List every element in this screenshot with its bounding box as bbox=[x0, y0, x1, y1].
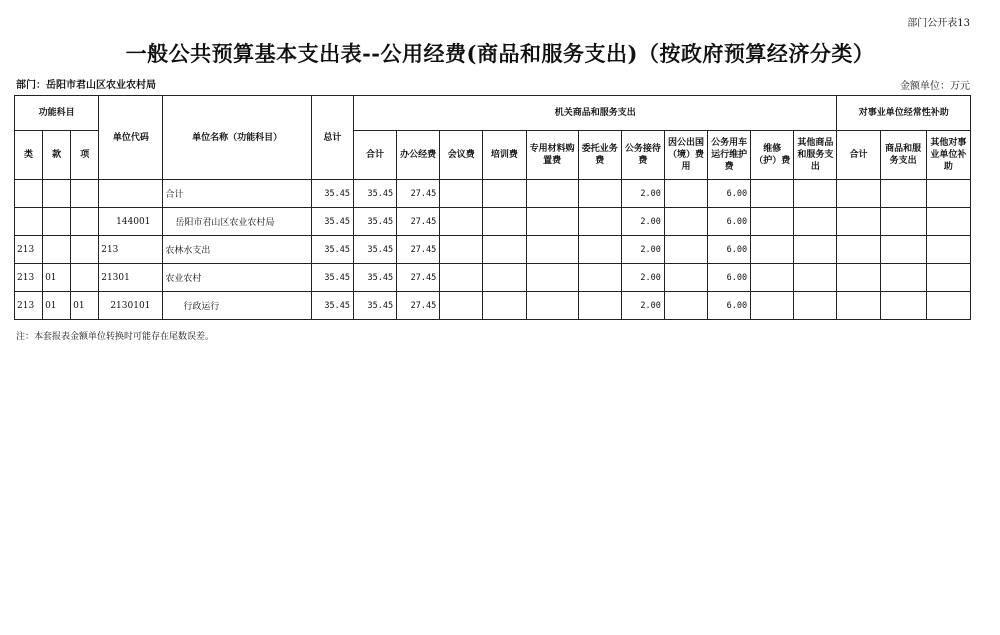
cell-name: 岳阳市君山区农业农村局 bbox=[163, 208, 311, 236]
cell-subsidy-goods-services bbox=[880, 264, 926, 292]
table-number: 部门公开表13 bbox=[907, 18, 970, 29]
cell-subsidy-goods-services bbox=[880, 236, 926, 264]
cell-subsidy-total bbox=[837, 264, 880, 292]
cell-office-expense: 27.45 bbox=[397, 292, 440, 320]
col-office-expense: 办公经费 bbox=[397, 131, 440, 180]
cell-name: 农业农村 bbox=[163, 264, 311, 292]
cell-organ-total: 35.45 bbox=[354, 180, 397, 208]
cell-xiang: 01 bbox=[71, 292, 99, 320]
cell-lei: 213 bbox=[15, 264, 43, 292]
col-group-organ: 机关商品和服务支出 bbox=[354, 96, 837, 131]
col-overseas-travel: 因公出国（境）费用 bbox=[664, 131, 707, 180]
cell-vehicle-maintenance: 6.00 bbox=[708, 292, 751, 320]
cell-code: 21301 bbox=[99, 264, 163, 292]
col-official-reception: 公务接待费 bbox=[621, 131, 664, 180]
cell-official-reception: 2.00 bbox=[621, 292, 664, 320]
cell-other-goods-services bbox=[794, 264, 837, 292]
cell-vehicle-maintenance: 6.00 bbox=[708, 264, 751, 292]
cell-total: 35.45 bbox=[311, 236, 353, 264]
cell-subsidy-total bbox=[837, 208, 880, 236]
cell-other-goods-services bbox=[794, 236, 837, 264]
col-entrusted-business: 委托业务费 bbox=[578, 131, 621, 180]
cell-xiang bbox=[71, 180, 99, 208]
cell-subsidy-goods-services bbox=[880, 208, 926, 236]
cell-name: 行政运行 bbox=[163, 292, 311, 320]
col-xiang: 项 bbox=[71, 131, 99, 180]
cell-meeting-fee bbox=[440, 264, 483, 292]
cell-xiang bbox=[71, 264, 99, 292]
cell-subsidy-other bbox=[926, 208, 970, 236]
cell-lei bbox=[15, 208, 43, 236]
cell-overseas-travel bbox=[664, 236, 707, 264]
cell-xiang bbox=[71, 208, 99, 236]
cell-code bbox=[99, 180, 163, 208]
cell-office-expense: 27.45 bbox=[397, 180, 440, 208]
col-unit-code: 单位代码 bbox=[99, 96, 163, 180]
cell-kuan: 01 bbox=[43, 292, 71, 320]
col-other-goods-services: 其他商品和服务支出 bbox=[794, 131, 837, 180]
cell-name: 合计 bbox=[163, 180, 311, 208]
page-title: 一般公共预算基本支出表--公用经费(商品和服务支出)（按政府预算经济分类） bbox=[125, 41, 875, 66]
col-vehicle-maintenance: 公务用车运行维护费 bbox=[708, 131, 751, 180]
cell-subsidy-goods-services bbox=[880, 180, 926, 208]
col-lei: 类 bbox=[15, 131, 43, 180]
cell-meeting-fee bbox=[440, 180, 483, 208]
cell-subsidy-other bbox=[926, 236, 970, 264]
cell-kuan: 01 bbox=[43, 264, 71, 292]
cell-subsidy-total bbox=[837, 180, 880, 208]
col-subsidy-goods-services: 商品和服务支出 bbox=[880, 131, 926, 180]
col-meeting-fee: 会议费 bbox=[440, 131, 483, 180]
table-row bbox=[15, 180, 971, 208]
cell-training-fee bbox=[483, 208, 526, 236]
cell-special-materials bbox=[526, 236, 578, 264]
cell-organ-total: 35.45 bbox=[354, 292, 397, 320]
cell-subsidy-total bbox=[837, 292, 880, 320]
cell-repair bbox=[751, 236, 794, 264]
cell-vehicle-maintenance: 6.00 bbox=[708, 180, 751, 208]
cell-training-fee bbox=[483, 180, 526, 208]
cell-organ-total: 35.45 bbox=[354, 208, 397, 236]
col-training-fee: 培训费 bbox=[483, 131, 526, 180]
cell-entrusted-business bbox=[578, 236, 621, 264]
cell-official-reception: 2.00 bbox=[621, 180, 664, 208]
cell-overseas-travel bbox=[664, 180, 707, 208]
cell-other-goods-services bbox=[794, 180, 837, 208]
cell-vehicle-maintenance: 6.00 bbox=[708, 236, 751, 264]
cell-official-reception: 2.00 bbox=[621, 208, 664, 236]
cell-special-materials bbox=[526, 264, 578, 292]
cell-code: 2130101 bbox=[99, 292, 163, 320]
amount-unit-label: 金额单位：万元 bbox=[900, 81, 970, 92]
col-unit-name: 单位名称（功能科目） bbox=[163, 96, 311, 180]
cell-special-materials bbox=[526, 180, 578, 208]
cell-subsidy-goods-services bbox=[880, 292, 926, 320]
cell-organ-total: 35.45 bbox=[354, 264, 397, 292]
header-row-1 bbox=[15, 96, 971, 131]
cell-office-expense: 27.45 bbox=[397, 264, 440, 292]
cell-name: 农林水支出 bbox=[163, 236, 311, 264]
cell-repair bbox=[751, 292, 794, 320]
col-organ-total: 合计 bbox=[354, 131, 397, 180]
cell-repair bbox=[751, 208, 794, 236]
col-func-subject: 功能科目 bbox=[15, 96, 99, 131]
cell-subsidy-other bbox=[926, 180, 970, 208]
cell-subsidy-other bbox=[926, 264, 970, 292]
cell-meeting-fee bbox=[440, 208, 483, 236]
col-group-subsidy: 对事业单位经常性补助 bbox=[837, 96, 971, 131]
department-label: 部门：岳阳市君山区农业农村局 bbox=[16, 80, 156, 91]
cell-training-fee bbox=[483, 236, 526, 264]
cell-special-materials bbox=[526, 292, 578, 320]
table-row bbox=[15, 208, 971, 236]
cell-organ-total: 35.45 bbox=[354, 236, 397, 264]
cell-entrusted-business bbox=[578, 292, 621, 320]
budget-table bbox=[14, 95, 971, 320]
cell-entrusted-business bbox=[578, 180, 621, 208]
cell-total: 35.45 bbox=[311, 264, 353, 292]
col-special-materials: 专用材料购置费 bbox=[526, 131, 578, 180]
col-kuan: 款 bbox=[43, 131, 71, 180]
cell-overseas-travel bbox=[664, 208, 707, 236]
cell-lei: 213 bbox=[15, 292, 43, 320]
cell-training-fee bbox=[483, 264, 526, 292]
cell-total: 35.45 bbox=[311, 208, 353, 236]
cell-repair bbox=[751, 264, 794, 292]
cell-total: 35.45 bbox=[311, 292, 353, 320]
cell-entrusted-business bbox=[578, 208, 621, 236]
col-subsidy-total: 合计 bbox=[837, 131, 880, 180]
cell-office-expense: 27.45 bbox=[397, 236, 440, 264]
cell-other-goods-services bbox=[794, 208, 837, 236]
cell-code: 213 bbox=[99, 236, 163, 264]
cell-special-materials bbox=[526, 208, 578, 236]
cell-entrusted-business bbox=[578, 264, 621, 292]
cell-repair bbox=[751, 180, 794, 208]
table-row bbox=[15, 236, 971, 264]
cell-meeting-fee bbox=[440, 292, 483, 320]
cell-code: 144001 bbox=[99, 208, 163, 236]
cell-meeting-fee bbox=[440, 236, 483, 264]
cell-official-reception: 2.00 bbox=[621, 236, 664, 264]
cell-lei: 213 bbox=[15, 236, 43, 264]
cell-kuan bbox=[43, 180, 71, 208]
col-total: 总计 bbox=[311, 96, 353, 180]
cell-subsidy-total bbox=[837, 236, 880, 264]
cell-subsidy-other bbox=[926, 292, 970, 320]
cell-kuan bbox=[43, 236, 71, 264]
cell-training-fee bbox=[483, 292, 526, 320]
cell-kuan bbox=[43, 208, 71, 236]
cell-other-goods-services bbox=[794, 292, 837, 320]
cell-lei bbox=[15, 180, 43, 208]
cell-vehicle-maintenance: 6.00 bbox=[708, 208, 751, 236]
col-repair: 维修（护）费 bbox=[751, 131, 794, 180]
cell-xiang bbox=[71, 236, 99, 264]
cell-official-reception: 2.00 bbox=[621, 264, 664, 292]
cell-total: 35.45 bbox=[311, 180, 353, 208]
cell-overseas-travel bbox=[664, 292, 707, 320]
footnote: 注：本套报表金额单位转换时可能存在尾数误差。 bbox=[16, 332, 215, 342]
table-row bbox=[15, 264, 971, 292]
table-row bbox=[15, 292, 971, 320]
cell-office-expense: 27.45 bbox=[397, 208, 440, 236]
cell-overseas-travel bbox=[664, 264, 707, 292]
col-subsidy-other: 其他对事业单位补助 bbox=[926, 131, 970, 180]
